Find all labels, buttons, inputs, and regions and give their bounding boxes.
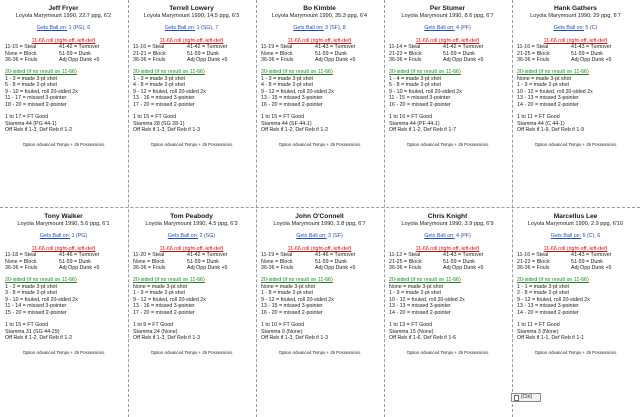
d20-result: None = made 3-pt shot [261, 283, 316, 290]
gets-ball-label: Gets Ball on: [36, 25, 68, 31]
d20-result: 2 - 8 = made 2-pt shot [517, 290, 569, 297]
player-name: Hank Gathers [554, 5, 597, 12]
gets-ball-line [133, 233, 250, 240]
d20-result: 16 - 20 = missed 2-pointer [389, 101, 451, 108]
player-season-line: Loyola Marymount 1990, 8.6 ppg, 6'7 [401, 13, 494, 19]
roll-result-right: Adj Opp Dunk +5 [315, 265, 356, 272]
gets-ball-label: Gets Ball on: [553, 25, 585, 31]
gets-ball-line [5, 25, 122, 32]
roll-result-left: 36-36 = Fouls [5, 265, 38, 272]
roll-header: 11-66 roll (right-off, left-def) [415, 245, 480, 252]
d20-result: 14 - 20 = missed 2-pointer [389, 309, 451, 316]
d20-result: 5 - 8 = made 2-pt shot [389, 82, 441, 89]
roll-result-left: 11-16 = Steal [133, 44, 165, 51]
stamina-line: Stamina 15 (None) [389, 328, 434, 335]
gets-ball-label: Gets Ball on: [39, 233, 71, 239]
cut-line [0, 207, 640, 208]
roll-result-row [5, 265, 122, 272]
d20-result: 13 - 13 = missed 3-pointer [517, 95, 579, 102]
d20-result: 1 - 9 = made 2-pt shot [133, 290, 185, 297]
roll-result-right: 51-59 = Dunk [59, 50, 91, 57]
gets-ball-value: 1 (PG), 6 [68, 25, 91, 31]
d20-result: 1 - 9 = made 2-pt shot [517, 82, 569, 89]
d20-result: 9 - 12 = fouled, roll 20-sided 2x [261, 88, 334, 95]
roll-result-right: 41-43 = Turnover [315, 44, 356, 51]
d20-result: 13 - 16 = missed 3-pointer [133, 303, 195, 310]
roll-header: 11-66 roll (right-off, left-def) [31, 245, 96, 252]
roll-result-left: 36-36 = Fouls [261, 57, 294, 64]
player-season-line: Loyola Marymount 1990, 35.3 ppg, 6'4 [271, 13, 368, 19]
d20-result: None = made 3-pt shot [517, 75, 572, 82]
paste-options-label: (Ctrl) [521, 394, 533, 400]
free-throw-line: 1 to 15 = FT Good [133, 114, 177, 121]
roll-result-left: 11-16 = Steal [517, 44, 549, 51]
roll-result-left: 21-22 = Block [389, 50, 422, 57]
roll-result-right: 41-43 = Turnover [443, 252, 484, 259]
roll-result-right: Adj Opp Dunk +5 [315, 57, 356, 64]
roll-header: 11-66 roll (right-off, left-def) [543, 37, 608, 44]
player-season-line: Loyola Marymount 1990, 3.9 ppg, 6'9 [401, 221, 494, 227]
free-throw-line: 1 to 15 = FT Good [261, 114, 305, 121]
roll-result-row [261, 57, 378, 64]
d20-result: None = made 3-pt shot [389, 283, 444, 290]
player-name: Bo Kimble [303, 5, 336, 12]
rebound-line: Off Reb if 1-2, Def Reb if 1-2 [261, 127, 329, 134]
stamina-line: Stamina 24 (None) [133, 328, 178, 335]
gets-ball-line [133, 25, 250, 32]
roll-result-right: 41-42 = Turnover [187, 252, 228, 259]
free-throw-line: 1 to 17 = FT Good [5, 114, 49, 121]
stamina-line: Stamina 44 (PG 44-1) [5, 120, 57, 127]
gets-ball-line [5, 233, 122, 240]
gets-ball-line [389, 233, 506, 240]
gets-ball-label: Gets Ball on: [424, 25, 455, 31]
d20-result: 13 - 13 = missed 3-pointer [389, 303, 451, 310]
d20-result: 16 - 20 = missed 2-pointer [261, 101, 323, 108]
roll-result-left: 11-20 = Steal [133, 252, 165, 259]
gets-ball-label: Gets Ball on: [167, 233, 199, 239]
free-throw-line: 1 to 10 = FT Good [261, 322, 305, 329]
rebound-line: Off Reb if 1-6, Def Reb if 1-6 [389, 335, 457, 342]
roll-result-left: 21-21 = Block [133, 50, 166, 57]
d20-result: 1 - 3 = made 3-pt shot [5, 75, 57, 82]
player-name: Terrell Lowery [169, 5, 214, 12]
roll-header: 11-66 roll (right-off, left-def) [159, 245, 224, 252]
free-throw-line: 1 to 11 = FT Good [517, 114, 560, 121]
d20-header: 20-sided (if no result on 11-66) [517, 68, 589, 75]
player-name: Jeff Fryer [48, 5, 79, 12]
d20-result: 18 - 20 = missed 2-pointer [5, 101, 67, 108]
roll-header: 11-66 roll (right-off, left-def) [543, 245, 608, 252]
roll-result-right: 41-43 = Turnover [571, 44, 612, 51]
d20-header: 20-sided (if no result on 11-66) [517, 276, 589, 283]
option-line: Option Advanced Tempo + 26 Possessions [150, 349, 233, 355]
d20-result: 10 - 12 = fouled, roll 20-sided 2x [517, 88, 593, 95]
player-name: John O'Connell [295, 213, 344, 220]
roll-result-left: 11-18 = Steal [5, 252, 37, 259]
player-card [256, 210, 382, 415]
roll-result-left: 36-36 = Fouls [389, 265, 422, 272]
gets-ball-label: Gets Ball on: [164, 25, 196, 31]
roll-result-left: 36-36 = Fouls [517, 57, 550, 64]
roll-result-row [133, 265, 250, 272]
roll-header: 11-66 roll (right-off, left-def) [159, 37, 224, 44]
roll-header: 11-66 roll (right-off, left-def) [287, 245, 352, 252]
player-card [128, 2, 254, 207]
roll-result-left: 21-25 = Block [517, 50, 550, 57]
d20-result: 14 - 20 = missed 2-pointer [517, 309, 579, 316]
d20-result: 17 - 20 = missed 2-pointer [133, 101, 195, 108]
roll-result-right: 41-42 = Turnover [443, 44, 484, 51]
player-season-line: Loyola Marymount 1990, 5.6 ppg, 6'1 [17, 221, 110, 227]
roll-result-left: None = Block [133, 258, 165, 265]
rebound-line: Off Reb if 1-3, Def Reb if 1-3 [261, 335, 329, 342]
roll-result-right: Adj Opp Dunk +5 [59, 265, 100, 272]
paste-options-button[interactable] [511, 393, 541, 402]
d20-result: 3 - 8 = made 2-pt shot [5, 290, 57, 297]
gets-ball-line [389, 25, 506, 32]
roll-result-right: 51-59 = Dunk [571, 258, 603, 265]
player-card [128, 210, 254, 415]
roll-result-right: 41-46 = Turnover [315, 252, 356, 259]
roll-result-left: None = Block [5, 50, 37, 57]
roll-result-right: Adj Opp Dunk +5 [443, 57, 484, 64]
rebound-line: Off Reb if 1-2, Def Reb if 1-2 [5, 335, 73, 342]
option-line: Option Advanced Tempo + 26 Possessions [534, 349, 617, 355]
d20-result: 11 - 14 = missed 3-pointer [5, 303, 67, 310]
d20-result: 13 - 15 = missed 3-pointer [261, 303, 323, 310]
roll-result-row [517, 57, 634, 64]
d20-result: 16 - 20 = missed 2-pointer [261, 309, 323, 316]
roll-result-row [517, 265, 634, 272]
rebound-line: Off Reb if 1-9, Def Reb if 1-9 [517, 127, 585, 134]
player-card [512, 210, 638, 415]
gets-ball-value: 5 (C), 6 [582, 233, 601, 239]
gets-ball-value: 1 (PG) [71, 233, 88, 239]
roll-result-right: 51-59 = Dunk [443, 50, 475, 57]
roll-result-left: None = Block [5, 258, 37, 265]
roll-header: 11-66 roll (right-off, left-def) [31, 37, 96, 44]
roll-result-right: Adj Opp Dunk +5 [59, 57, 100, 64]
roll-result-right: Adj Opp Dunk +5 [443, 265, 484, 272]
free-throw-line: 1 to 9 = FT Good [133, 322, 174, 329]
d20-result: 9 - 12 = fouled, roll 20-sided 2x [261, 296, 334, 303]
roll-result-left: 11-15 = Steal [5, 44, 37, 51]
d20-result: 17 - 20 = missed 2-pointer [133, 309, 195, 316]
roll-result-right: 41-42 = Turnover [59, 44, 100, 51]
player-season-line: Loyola Marymount 1990, 29 ppg, 6'7 [530, 13, 621, 19]
roll-result-left: 21-25 = Block [389, 258, 422, 265]
d20-result: 13 - 15 = missed 3-pointer [261, 95, 323, 102]
d20-result: 1 - 3 = made 3-pt shot [133, 75, 185, 82]
d20-header: 20-sided (if no result on 11-66) [261, 276, 333, 283]
stamina-line: Stamina 9 (None) [261, 328, 303, 335]
roll-header: 11-66 roll (right-off, left-def) [287, 37, 352, 44]
d20-header: 20-sided (if no result on 11-66) [5, 276, 77, 283]
roll-result-left: 21-22 = Block [517, 258, 550, 265]
d20-header: 20-sided (if no result on 11-66) [389, 68, 461, 75]
d20-result: 9 - 12 = fouled, roll 20-sided 2x [517, 296, 590, 303]
roll-result-right: Adj Opp Dunk +5 [187, 57, 228, 64]
option-line: Option Advanced Tempo + 26 Possessions [278, 141, 361, 147]
d20-header: 20-sided (if no result on 11-66) [261, 68, 333, 75]
d20-result: 9 - 10 = fouled, roll 20-sided 2x [389, 88, 462, 95]
stamina-line: Stamina 44 (PF 44-1) [389, 120, 440, 127]
d20-result: 1 - 4 = made 3-pt shot [389, 75, 441, 82]
d20-result: 13 - 16 = missed 3-pointer [133, 95, 195, 102]
d20-result: 1 - 3 = made 3-pt shot [261, 75, 313, 82]
gets-ball-line [261, 233, 378, 240]
option-line: Option Advanced Tempo + 26 Possessions [22, 141, 105, 147]
player-name: Per Stumer [429, 5, 466, 12]
roll-result-left: 36-36 = Fouls [133, 265, 166, 272]
d20-result: 4 - 8 = made 2-pt shot [261, 82, 313, 89]
d20-result: 4 - 8 = made 2-pt shot [133, 82, 185, 89]
free-throw-line: 1 to 15 = FT Good [5, 322, 49, 329]
roll-result-left: 36-36 = Fouls [133, 57, 166, 64]
roll-result-left: None = Block [261, 50, 293, 57]
d20-result: 1 - 9 = made 2-pt shot [389, 290, 441, 297]
roll-result-row [389, 57, 506, 64]
option-line: Option Advanced Tempo + 26 Possessions [22, 349, 105, 355]
rebound-line: Off Reb if 1-1, Def Reb if 1-1 [517, 335, 585, 342]
roll-result-right: 51-59 = Dunk [59, 258, 91, 265]
d20-result: 11 - 15 = missed 3-pointer [389, 95, 451, 102]
player-name: Tom Peabody [170, 213, 213, 220]
player-card [256, 2, 382, 207]
gets-ball-label: Gets Ball on: [293, 25, 324, 31]
gets-ball-label: Gets Ball on: [550, 233, 582, 239]
d20-result: 1 - 1 = made 3-pt shot [517, 283, 569, 290]
roll-result-right: 51-59 = Dunk [187, 50, 219, 57]
rebound-line: Off Reb if 1-3, Def Reb if 1-3 [133, 335, 201, 342]
roll-result-right: 51-59 = Dunk [443, 258, 475, 265]
d20-header: 20-sided (if no result on 11-66) [5, 68, 77, 75]
option-line: Option Advanced Tempo + 26 Possessions [406, 349, 489, 355]
gets-ball-value: 5 (C) [585, 25, 598, 31]
roll-result-right: Adj Opp Dunk +5 [187, 265, 228, 272]
gets-ball-line [517, 233, 634, 240]
d20-result: 11 - 17 = missed 3-pointer [5, 95, 67, 102]
stamina-line: Stamina 44 (SF 44-1) [261, 120, 312, 127]
d20-result: 14 - 20 = missed 2-pointer [517, 101, 579, 108]
roll-result-left: 11-19 = Steal [261, 252, 293, 259]
stamina-line: Stamina 44 (C 44-1) [517, 120, 565, 127]
free-throw-line: 1 to 13 = FT Good [389, 322, 433, 329]
gets-ball-value: 3 (SF), 8 [325, 25, 346, 31]
roll-result-left: 36-36 = Fouls [517, 265, 550, 272]
gets-ball-line [261, 25, 378, 32]
gets-ball-value: 4 (PF) [456, 233, 471, 239]
d20-result: 5 - 8 = made 2-pt shot [5, 82, 57, 89]
stamina-line: Stamina 3 (None) [517, 328, 559, 335]
d20-result: 9 - 10 = fouled, roll 20-sided 2x [5, 88, 78, 95]
stamina-line: Stamina 28 (SG 28-1) [133, 120, 185, 127]
roll-header: 11-66 roll (right-off, left-def) [415, 37, 480, 44]
option-line: Option Advanced Tempo + 26 Possessions [534, 141, 617, 147]
roll-result-row [261, 265, 378, 272]
d20-result: None = made 3-pt shot [133, 283, 188, 290]
roll-result-right: 51-59 = Dunk [571, 50, 603, 57]
roll-result-right: 41-43 = Turnover [571, 252, 612, 259]
d20-header: 20-sided (if no result on 11-66) [389, 276, 461, 283]
d20-result: 15 - 20 = missed 2-pointer [5, 309, 67, 316]
d20-result: 1 - 8 = made 2-pt shot [261, 290, 313, 297]
roll-result-left: 36-36 = Fouls [5, 57, 38, 64]
player-season-line: Loyola Marymount 1990, 14.5 ppg, 6'3 [143, 13, 240, 19]
roll-result-right: 41-42 = Turnover [187, 44, 228, 51]
player-name: Marcellus Lee [553, 213, 598, 220]
player-season-line: Loyola Marymount 1990, 2.9 ppg, 6'10 [527, 221, 624, 227]
roll-result-right: Adj Opp Dunk +5 [571, 57, 612, 64]
stamina-line: Stamina 31 (SG 44-29) [5, 328, 60, 335]
gets-ball-value: 3 (SF) [328, 233, 343, 239]
roll-result-row [5, 57, 122, 64]
roll-result-left: 36-36 = Fouls [261, 265, 294, 272]
roll-result-left: 11-12 = Steal [389, 252, 421, 259]
d20-result: 9 - 12 = fouled, roll 20-sided 2x [133, 88, 206, 95]
d20-header: 20-sided (if no result on 11-66) [133, 68, 205, 75]
gets-ball-value: 2 (SG) [199, 233, 216, 239]
roll-result-row [389, 265, 506, 272]
option-line: Option Advanced Tempo + 26 Possessions [150, 141, 233, 147]
roll-result-left: 11-16 = Steal [517, 252, 549, 259]
roll-result-row [133, 57, 250, 64]
roll-result-left: None = Block [261, 258, 293, 265]
player-name: Chris Knight [427, 213, 468, 220]
player-card [384, 2, 510, 207]
rebound-line: Off Reb if 1-2, Def Reb if 1-7 [389, 127, 457, 134]
d20-result: 9 - 10 = fouled, roll 20-sided 2x [5, 296, 78, 303]
roll-result-right: 51-59 = Dunk [315, 258, 347, 265]
option-line: Option Advanced Tempo + 26 Possessions [278, 349, 361, 355]
player-season-line: Loyola Marymount 1990, 2.8 ppg, 6'7 [273, 221, 366, 227]
roll-result-right: 51-59 = Dunk [315, 50, 347, 57]
gets-ball-value: 4 (PF) [456, 25, 471, 31]
gets-ball-label: Gets Ball on: [296, 233, 327, 239]
roll-result-left: 11-14 = Steal [389, 44, 421, 51]
player-season-line: Loyola Marymount 1990, 4.5 ppg, 6'3 [145, 221, 238, 227]
gets-ball-line [517, 25, 634, 32]
player-card [512, 2, 638, 207]
roll-result-left: 36-36 = Fouls [389, 57, 422, 64]
free-throw-line: 1 to 11 = FT Good [517, 322, 560, 329]
option-line: Option Advanced Tempo + 26 Possessions [406, 141, 489, 147]
d20-result: 10 - 12 = fouled, roll 20-sided 2x [389, 296, 465, 303]
player-card [0, 2, 126, 207]
player-card [384, 210, 510, 415]
gets-ball-value: 1 (SG), 7 [196, 25, 219, 31]
roll-result-right: 41-46 = Turnover [59, 252, 100, 259]
d20-header: 20-sided (if no result on 11-66) [133, 276, 205, 283]
rebound-line: Off Reb if 1-3, Def Reb if 1-3 [133, 127, 201, 134]
roll-result-left: 11-19 = Steal [261, 44, 293, 51]
player-card [0, 210, 126, 415]
d20-result: 9 - 12 = fouled, roll 20-sided 2x [133, 296, 206, 303]
free-throw-line: 1 to 16 = FT Good [389, 114, 433, 121]
player-season-line: Loyola Marymount 1990, 22.7 ppg, 6'2 [15, 13, 112, 19]
clipboard-icon [514, 395, 519, 401]
d20-result: 1 - 2 = made 3-pt shot [5, 283, 57, 290]
d20-result: 13 - 13 = missed 3-pointer [517, 303, 579, 310]
rebound-line: Off Reb if 1-3, Def Reb if 1-2 [5, 127, 73, 134]
roll-result-right: Adj Opp Dunk +5 [571, 265, 612, 272]
roll-result-right: 51-59 = Dunk [187, 258, 219, 265]
gets-ball-label: Gets Ball on: [424, 233, 455, 239]
player-name: Tony Walker [44, 213, 83, 220]
